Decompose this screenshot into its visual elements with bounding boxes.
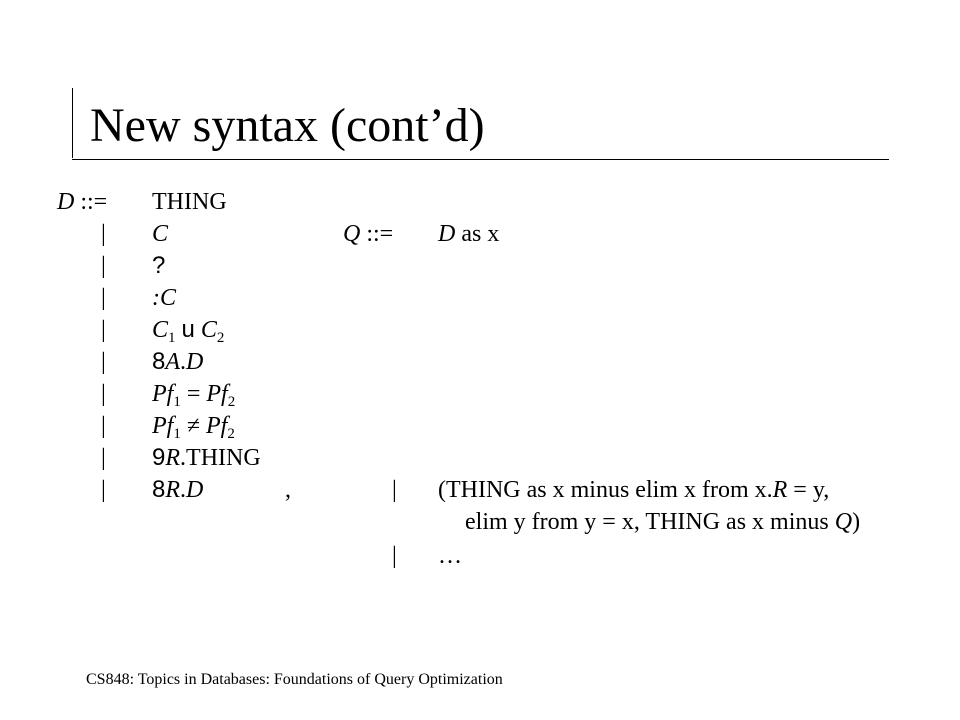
title-vertical-rule [72, 88, 73, 158]
d-bar: | [101, 381, 106, 407]
slide-title: New syntax (cont’d) [90, 99, 485, 152]
q-rule-thing-minus: (THING as x minus elim x from x.R = y, [438, 477, 830, 503]
q-bar: | [392, 543, 397, 569]
d-rule-forall-attribute: 8A.D [152, 348, 204, 375]
d-rule-concept: C [152, 221, 169, 247]
d-rule-path-equality: $Pf_1 = Pf_2$ [152, 381, 236, 410]
d-bar: | [101, 445, 106, 471]
q-bar: | [392, 477, 397, 503]
d-bar: | [101, 221, 106, 247]
q-rule-ellipsis: … [438, 543, 462, 569]
d-bar: | [101, 477, 106, 503]
d-lhs: D ::= [57, 189, 108, 215]
title-horizontal-rule [72, 159, 889, 160]
d-bar: | [101, 253, 106, 279]
d-rule-top: ? [152, 252, 166, 279]
q-rule-d-as-x: D as x [438, 221, 500, 247]
slide-footer: CS848: Topics in Databases: Foundations of Query Optimization [86, 671, 503, 688]
d-bar: | [101, 317, 106, 343]
d-rule-conjunction: $C_1$ u $C_2$ [152, 316, 225, 346]
d-rule-negation: :C [152, 285, 177, 311]
d-rule-path-inequality: $Pf_1 \ne Pf_2$ [152, 413, 235, 442]
d-rule-comma: , [285, 477, 291, 503]
d-rule-forall-role: 8R.D [152, 476, 204, 503]
d-bar: | [101, 285, 106, 311]
d-rule-exists-role: 9R.THING [152, 444, 261, 471]
d-bar: | [101, 349, 106, 375]
d-bar: | [101, 413, 106, 439]
q-lhs: Q ::= [343, 221, 394, 247]
q-rule-thing-minus-continued: elim y from y = x, THING as x minus Q) [465, 509, 861, 535]
d-rule-thing: THING [152, 189, 227, 215]
